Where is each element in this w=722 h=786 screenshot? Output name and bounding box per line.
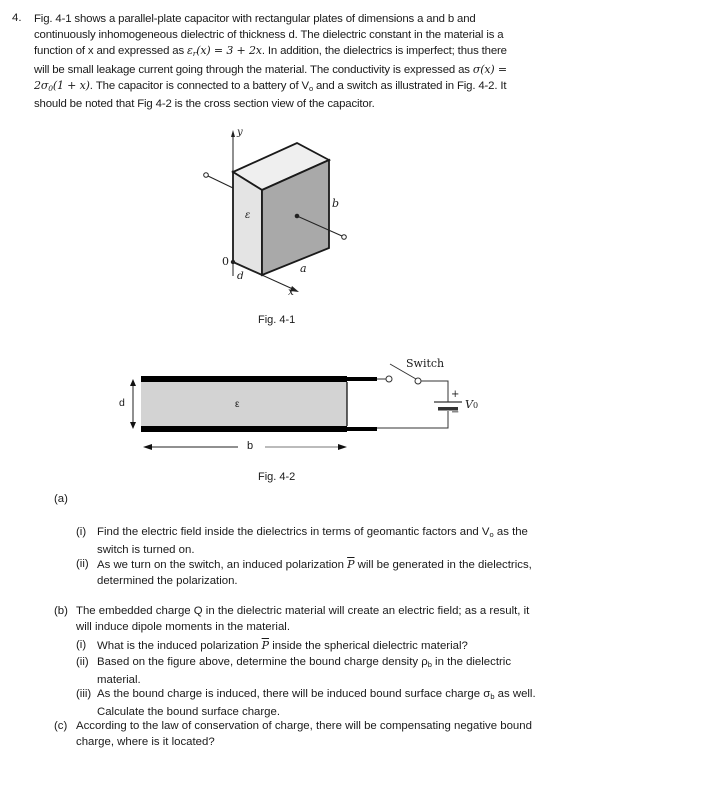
text-line [97, 525, 528, 543]
fig1-label-d: d [237, 270, 244, 282]
fig1-label-x: x [288, 286, 294, 298]
top-plate-lead [347, 377, 377, 381]
fig1-label-a: a [300, 262, 307, 275]
part-a-i-text [97, 525, 528, 558]
fig1-label-origin: 0 [222, 255, 229, 268]
fig1-label-epsilon: ε [245, 210, 251, 221]
fig1-label-y: y [237, 127, 243, 138]
fig2-label-voltage [465, 398, 478, 411]
fig1-label-b: b [332, 197, 340, 210]
part-c-text [76, 719, 532, 750]
problem-number: 4. [12, 12, 22, 24]
battery-top-wire [421, 381, 448, 402]
part-b-ii-number: (ii) [76, 656, 89, 668]
text-line [97, 655, 511, 673]
b-arrow-left-icon [143, 444, 152, 450]
part-c-label: (c) [54, 720, 68, 732]
text-line: determined the polarization. [97, 574, 238, 587]
text: Based on the figure above, determine the bound charge density ρ [97, 656, 428, 668]
eq-sub: r [192, 49, 197, 58]
text: as the [493, 526, 528, 538]
origin-dot [231, 260, 235, 264]
text: As the bound charge is induced, there will be induced bound surface charge σ [97, 688, 491, 700]
intro-line-1: Fig. 4-1 shows a parallel-plate capacitor with rectangular plates of dimensions a and b and [34, 13, 476, 25]
switch-terminal-left-icon [386, 376, 392, 382]
subscript: b [427, 660, 432, 669]
polarization-vector-symbol: $\overline{P}$ [261, 639, 270, 652]
polarization-vector-symbol: $\overline{P}$ [347, 558, 355, 571]
right-terminal-icon [342, 235, 347, 240]
text-line: material. [97, 673, 141, 686]
text: will be generated in the dielectrics, [354, 559, 532, 571]
text: inside the spherical dielectric material? [269, 640, 468, 652]
intro-text: . In addition, the dielectrics is imperfect; thus there [261, 45, 507, 57]
left-terminal-icon [204, 173, 209, 178]
bottom-plate [141, 426, 347, 432]
fig-4-2-drawing [130, 364, 462, 450]
left-lead-wire [208, 176, 233, 188]
fig2-label-b: b [247, 440, 254, 452]
voltage-subscript: o [308, 84, 313, 93]
eq-eps: ε [187, 44, 193, 57]
text-line [97, 638, 468, 655]
fig2-label-minus: − [451, 407, 460, 418]
fig2-label-d: d [119, 397, 125, 409]
d-arrow-up-icon [130, 379, 136, 386]
text: Find the electric field inside the dielectrics in terms of geomantic factors and V [97, 526, 490, 538]
intro-text: will be small leakage current going through the material. The conductivity is expressed as [34, 63, 473, 76]
text: as well. [494, 688, 536, 700]
fig1-caption: Fig. 4-1 [258, 314, 296, 326]
text-line: Calculate the bound surface charge. [97, 705, 281, 718]
subscript: o [489, 530, 494, 539]
battery-bottom-wire [377, 411, 448, 428]
text-line: will induce dipole moments in the material. [76, 620, 290, 633]
part-b-iii-text [97, 687, 536, 720]
part-b-label: (b) [54, 605, 68, 617]
top-plate [141, 376, 347, 382]
dielectric-region [141, 382, 347, 426]
y-axis-arrowhead-icon [231, 130, 235, 137]
eq-sigma: 2σ [34, 79, 49, 92]
intro-text: . The capacitor is connected to a battery of V [89, 80, 309, 92]
text-line: switch is turned on. [97, 543, 195, 556]
fig2-caption: Fig. 4-2 [258, 471, 296, 483]
b-arrow-right-icon [338, 444, 347, 450]
text: As we turn on the switch, an induced polarization [97, 559, 348, 571]
text: What is the induced polarization [97, 640, 262, 652]
fig2-label-switch: Switch [406, 357, 445, 370]
text-line: charge, where is it located? [76, 735, 215, 748]
text-line: According to the law of conservation of charge, there will be compensating negative bound [76, 720, 532, 732]
text-line: The embedded charge Q in the dielectric material will create an electric field; as a result, it [76, 605, 530, 617]
intro-text: and a switch as illustrated in Fig. 4-2. It [312, 80, 507, 92]
fig2-label-plus: + [451, 389, 460, 400]
intro-line-2: continuously inhomogeneous dielectric of thickness d. The dielectric constant in the material is a [34, 28, 504, 41]
subscript: b [490, 692, 495, 701]
part-b-text [76, 604, 529, 635]
text: in the dielectric [431, 656, 512, 668]
eq-rest: (x) = 3 + 2x [196, 44, 262, 57]
part-b-iii-number: (iii) [76, 688, 92, 700]
fig2-label-epsilon: ε [235, 399, 240, 410]
text-line [97, 557, 532, 574]
part-b-i-number: (i) [76, 639, 87, 651]
intro-line-6: should be noted that Fig 4-2 is the cross section view of the capacitor. [34, 97, 375, 110]
text-line [97, 687, 536, 705]
eq-rest: (1 + x) [52, 79, 90, 92]
conductivity-equation-start: σ(x) = [472, 62, 507, 76]
eq-sub: 0 [48, 84, 53, 93]
voltage-subscript: 0 [472, 401, 479, 410]
voltage-symbol: V [465, 398, 473, 411]
d-arrow-down-icon [130, 422, 136, 429]
part-a-label: (a) [54, 493, 68, 505]
part-a-ii-text [97, 557, 532, 589]
part-a-ii-number: (ii) [76, 558, 89, 570]
bottom-plate-lead [347, 427, 377, 431]
part-a-i-number: (i) [76, 526, 87, 538]
switch-terminal-right-icon [415, 378, 421, 384]
part-b-i-text [97, 638, 468, 655]
part-b-ii-text [97, 655, 511, 688]
intro-text: function of x and expressed as [34, 45, 188, 57]
dielectric-side-face [233, 172, 262, 275]
